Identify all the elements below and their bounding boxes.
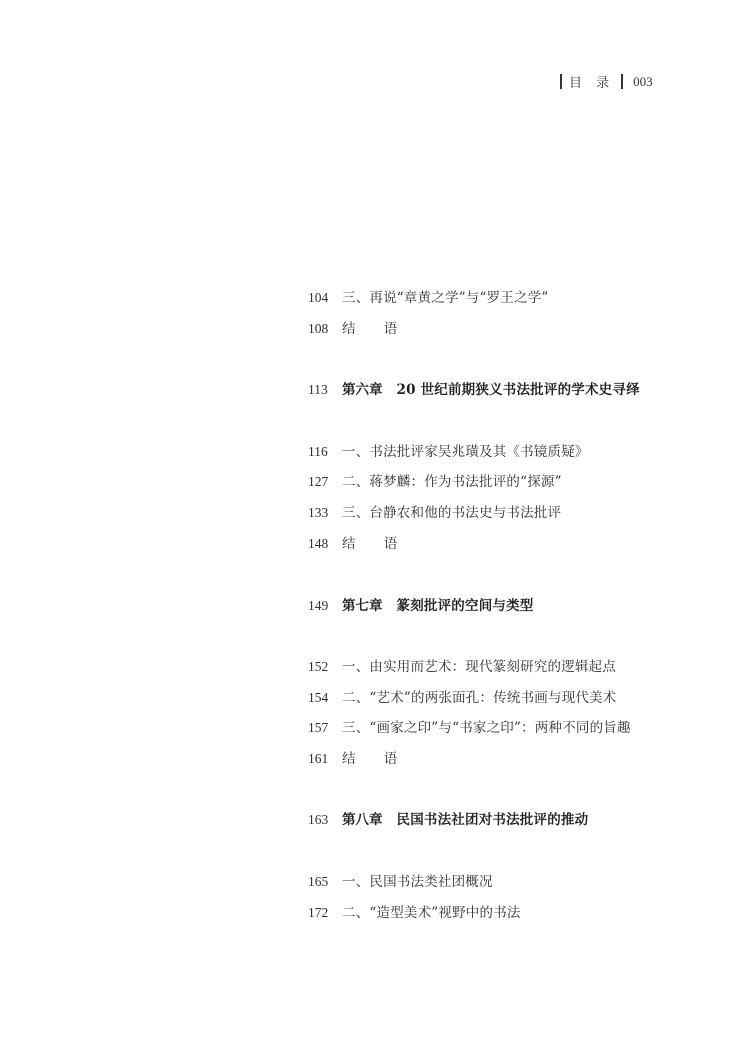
- header-left-bar: [560, 74, 562, 89]
- toc-entry[interactable]: [308, 870, 493, 890]
- chapter-label: 第七章: [342, 598, 383, 614]
- toc-title: 三、再说“章黄之学”与“罗王之学”: [342, 290, 549, 306]
- toc-chapter[interactable]: [308, 808, 588, 828]
- toc-entry[interactable]: [308, 716, 631, 736]
- toc-entry-conclusion[interactable]: [308, 317, 409, 337]
- toc-chapter[interactable]: [308, 594, 534, 614]
- toc-entry[interactable]: [308, 501, 561, 521]
- toc-entry[interactable]: [308, 686, 617, 706]
- toc-title: 结 语: [342, 536, 410, 552]
- toc-title: 三、台静农和他的书法史与书法批评: [342, 505, 562, 521]
- toc-entry[interactable]: [308, 470, 562, 490]
- toc-page-number: 157: [308, 720, 329, 735]
- toc-page-number: 104: [308, 290, 329, 305]
- toc-entry-conclusion[interactable]: [308, 532, 409, 552]
- toc-page-number: 116: [308, 444, 328, 459]
- toc-page-number: 161: [308, 751, 329, 766]
- toc-page-number: 172: [308, 905, 329, 920]
- toc-page-number: 152: [308, 659, 329, 674]
- toc-title: 二、“造型美术”视野中的书法: [342, 905, 521, 921]
- page-number: 003: [633, 73, 653, 89]
- toc-page-number: 165: [308, 874, 329, 889]
- running-header: [560, 72, 653, 91]
- toc-entry[interactable]: [308, 286, 549, 306]
- toc-page-number: 113: [308, 382, 328, 397]
- toc-page-number: 108: [308, 321, 329, 336]
- toc-title: 结 语: [342, 751, 410, 767]
- chapter-title: 篆刻批评的空间与类型: [396, 598, 534, 614]
- chapter-label: 第六章: [342, 382, 383, 398]
- toc-entry[interactable]: [308, 655, 616, 675]
- toc-page-number: 133: [308, 505, 329, 520]
- toc-page-number: 148: [308, 536, 329, 551]
- chapter-title: 20 世纪前期狭义书法批评的学术史寻绎: [396, 382, 640, 398]
- toc-entry[interactable]: [308, 440, 589, 460]
- toc-entry[interactable]: [308, 901, 521, 921]
- toc-title: 一、由实用而艺术：现代篆刻研究的逻辑起点: [342, 659, 616, 675]
- section-name: 目 录: [569, 76, 615, 91]
- toc-entry-conclusion[interactable]: [308, 747, 409, 767]
- toc-chapter[interactable]: [308, 378, 640, 398]
- toc-title: 一、书法批评家吴兆璜及其《书镜质疑》: [342, 444, 589, 460]
- toc-title: 二、“艺术”的两张面孔：传统书画与现代美术: [342, 690, 617, 706]
- toc-page-number: 163: [308, 812, 329, 827]
- chapter-title: 民国书法社团对书法批评的推动: [396, 812, 589, 828]
- chapter-label: 第八章: [342, 812, 383, 828]
- toc-page-number: 149: [308, 598, 329, 613]
- toc-page-number: 154: [308, 690, 329, 705]
- toc-title: 二、蒋梦麟：作为书法批评的“探源”: [342, 474, 562, 490]
- toc-title: 结 语: [342, 321, 410, 337]
- header-right-bar: [621, 74, 623, 89]
- toc-page-number: 127: [308, 474, 329, 489]
- toc-title: 一、民国书法类社团概况: [342, 874, 493, 890]
- toc-title: 三、“画家之印”与“书家之印”：两种不同的旨趣: [342, 720, 631, 736]
